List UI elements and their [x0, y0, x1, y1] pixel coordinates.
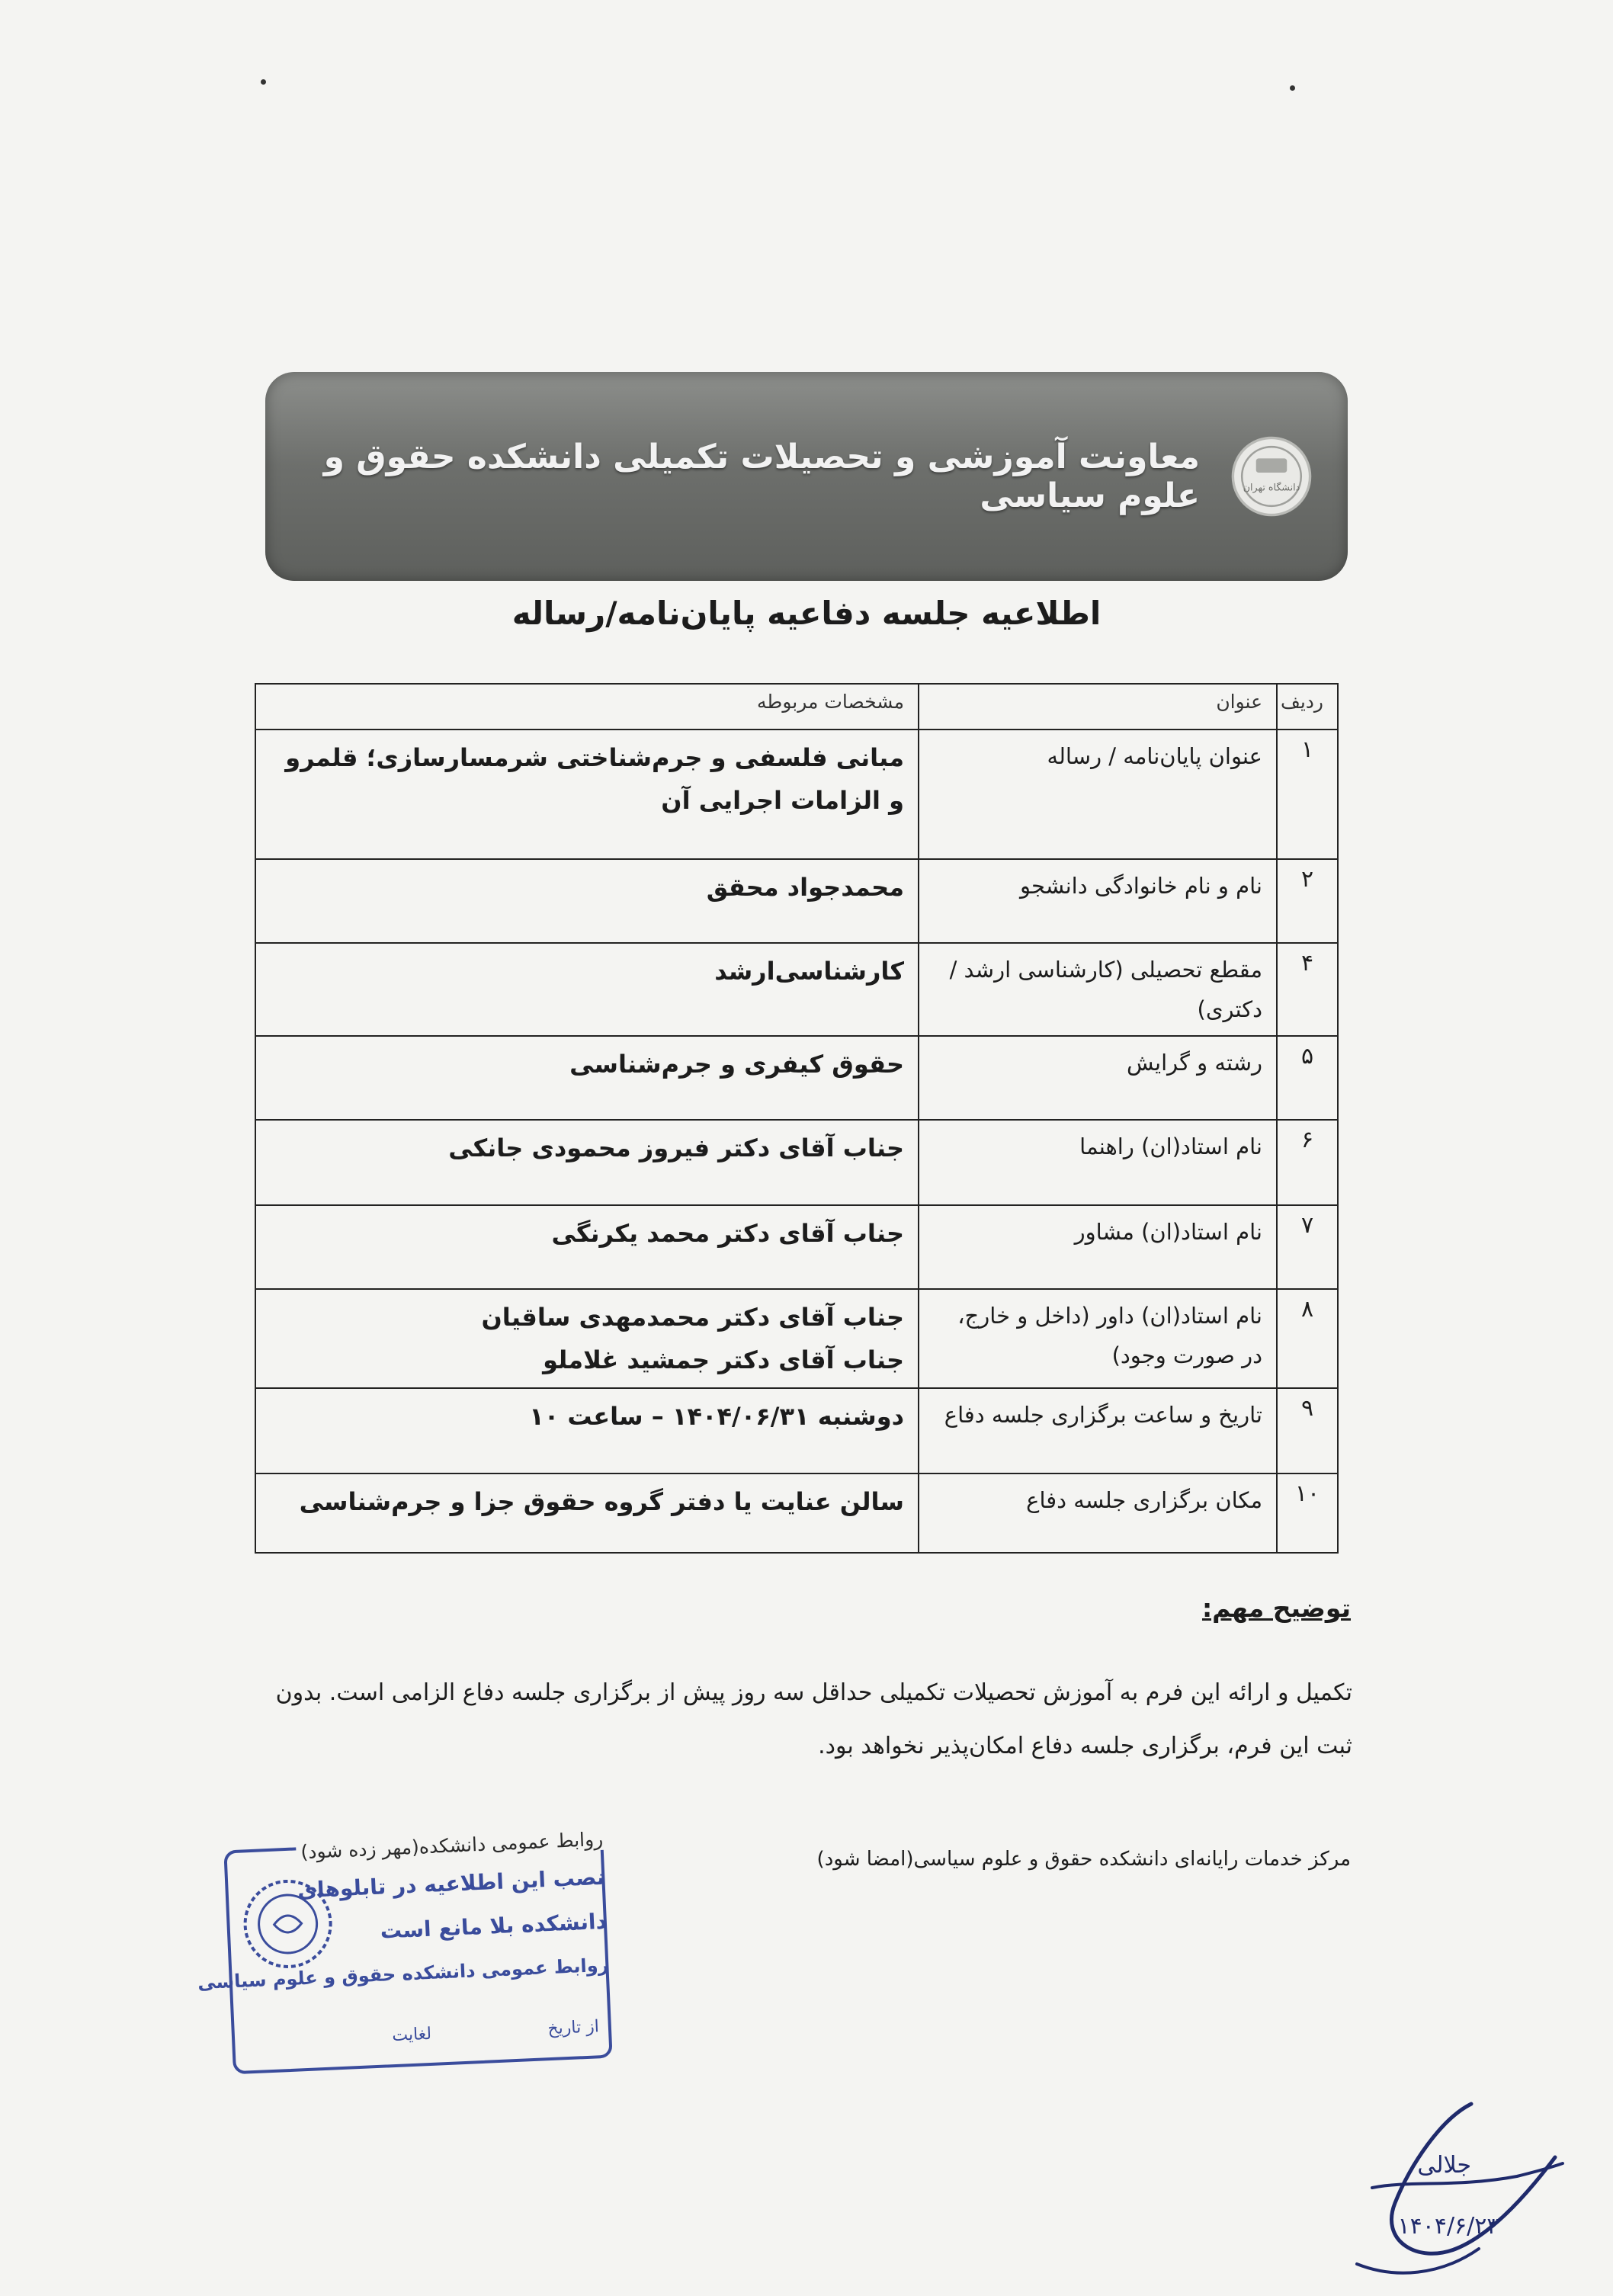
stamp-caption: روابط عمومی دانشکده(مهر زده شود)	[296, 1828, 608, 1864]
row-title: نام استاد(ان) داور (داخل و خارج، در صورت وجود)	[919, 1289, 1277, 1388]
stamp-line: روابط عمومی دانشکده حقوق و علوم سیاسی	[197, 1954, 609, 1994]
page-title: اطلاعیه جلسه دفاعیه پایان‌نامه/رساله	[511, 595, 1102, 632]
table-row	[255, 1473, 1338, 1553]
scan-speck	[1290, 85, 1295, 91]
row-number: ۸	[1277, 1289, 1338, 1388]
logo-text: دانشگاه تهران	[1243, 481, 1300, 493]
public-relations-stamp	[197, 1827, 631, 2092]
header-banner	[265, 372, 1348, 581]
row-number: ۶	[1277, 1120, 1338, 1205]
header-value: مشخصات مربوطه	[255, 684, 919, 730]
table-row	[255, 943, 1338, 1036]
row-number: ۴	[1277, 943, 1338, 1036]
table-row	[255, 1120, 1338, 1205]
row-title: مکان برگزاری جلسه دفاع	[919, 1473, 1277, 1553]
table-row	[255, 730, 1338, 859]
row-number: ۱	[1277, 730, 1338, 859]
scan-speck	[261, 79, 266, 85]
table-row	[255, 1289, 1338, 1388]
note-body: تکمیل و ارائه این فرم به آموزش تحصیلات تکمیلی حداقل سه روز پیش از برگزاری جلسه دفاع الزامی است. بدون ثبت این فرم، برگزاری جلسه دفاع امکان‌پذیر نخواهد بود.	[275, 1679, 1352, 1759]
stamp-line: نصب این اطلاعیه در تابلوهای	[297, 1864, 606, 1903]
row-value: جناب آقای دکتر فیروز محمودی جانکی	[255, 1120, 919, 1205]
row-number: ۱۰	[1277, 1473, 1338, 1553]
row-value: کارشناسی‌ارشد	[255, 943, 919, 1036]
row-title: نام استاد(ان) مشاور	[919, 1205, 1277, 1289]
referee-name: جناب آقای دکتر محمدمهدی ساقیان	[481, 1303, 904, 1332]
signature-icon	[1326, 2073, 1570, 2287]
stamp-line: دانشکده بلا مانع است	[380, 1908, 608, 1944]
table-header-row	[255, 684, 1338, 730]
header-title: عنوان	[919, 684, 1277, 730]
signature-date: ۱۴۰۴/۶/۲۳	[1397, 2213, 1499, 2240]
row-title: نام استاد(ان) راهنما	[919, 1120, 1277, 1205]
row-value: سالن عنایت یا دفتر گروه حقوق جزا و جرم‌شناسی	[255, 1473, 919, 1553]
table-row	[255, 859, 1338, 943]
row-number: ۹	[1277, 1388, 1338, 1473]
row-number: ۷	[1277, 1205, 1338, 1289]
row-title: عنوان پایان‌نامه / رساله	[919, 730, 1277, 859]
stamp-from-date: از تاریخ	[547, 2017, 600, 2039]
row-value: جناب آقای دکتر محمد یکرنگی	[255, 1205, 919, 1289]
row-title: تاریخ و ساعت برگزاری جلسه دفاع	[919, 1388, 1277, 1473]
university-logo-icon	[1230, 428, 1313, 525]
row-title: رشته و گرایش	[919, 1036, 1277, 1120]
row-number: ۲	[1277, 859, 1338, 943]
row-title: نام و نام خانوادگی دانشجو	[919, 859, 1277, 943]
row-value: مبانی فلسفی و جرم‌شناختی شرمسارسازی؛ قلمرو و الزامات اجرایی آن	[255, 730, 919, 859]
signature-name: جلالی	[1417, 2152, 1471, 2179]
table-row	[255, 1036, 1338, 1120]
row-value: حقوق کیفری و جرم‌شناسی	[255, 1036, 919, 1120]
referee-name: جناب آقای دکتر جمشید غلاملو	[543, 1345, 904, 1374]
table-row	[255, 1205, 1338, 1289]
note-heading: توضیح مهم:	[1201, 1593, 1351, 1623]
computer-center-caption: مرکز خدمات رایانه‌ای دانشکده حقوق و علوم سیاسی(امضا شود)	[816, 1848, 1351, 1871]
banner-title: معاونت آموزشی و تحصیلات تکمیلی دانشکده حقوق و علوم سیاسی	[323, 438, 1201, 515]
row-number: ۵	[1277, 1036, 1338, 1120]
defense-info-table	[255, 683, 1339, 1554]
table-row	[255, 1388, 1338, 1473]
row-title: مقطع تحصیلی (کارشناسی ارشد / دکتری)	[919, 943, 1277, 1036]
header-row-number: ردیف	[1277, 684, 1338, 730]
row-value	[255, 1289, 919, 1388]
row-value: محمدجواد محقق	[255, 859, 919, 943]
stamp-to-date: لغایت	[391, 2024, 432, 2046]
row-value: دوشنبه ۱۴۰۴/۰۶/۳۱ – ساعت ۱۰	[255, 1388, 919, 1473]
